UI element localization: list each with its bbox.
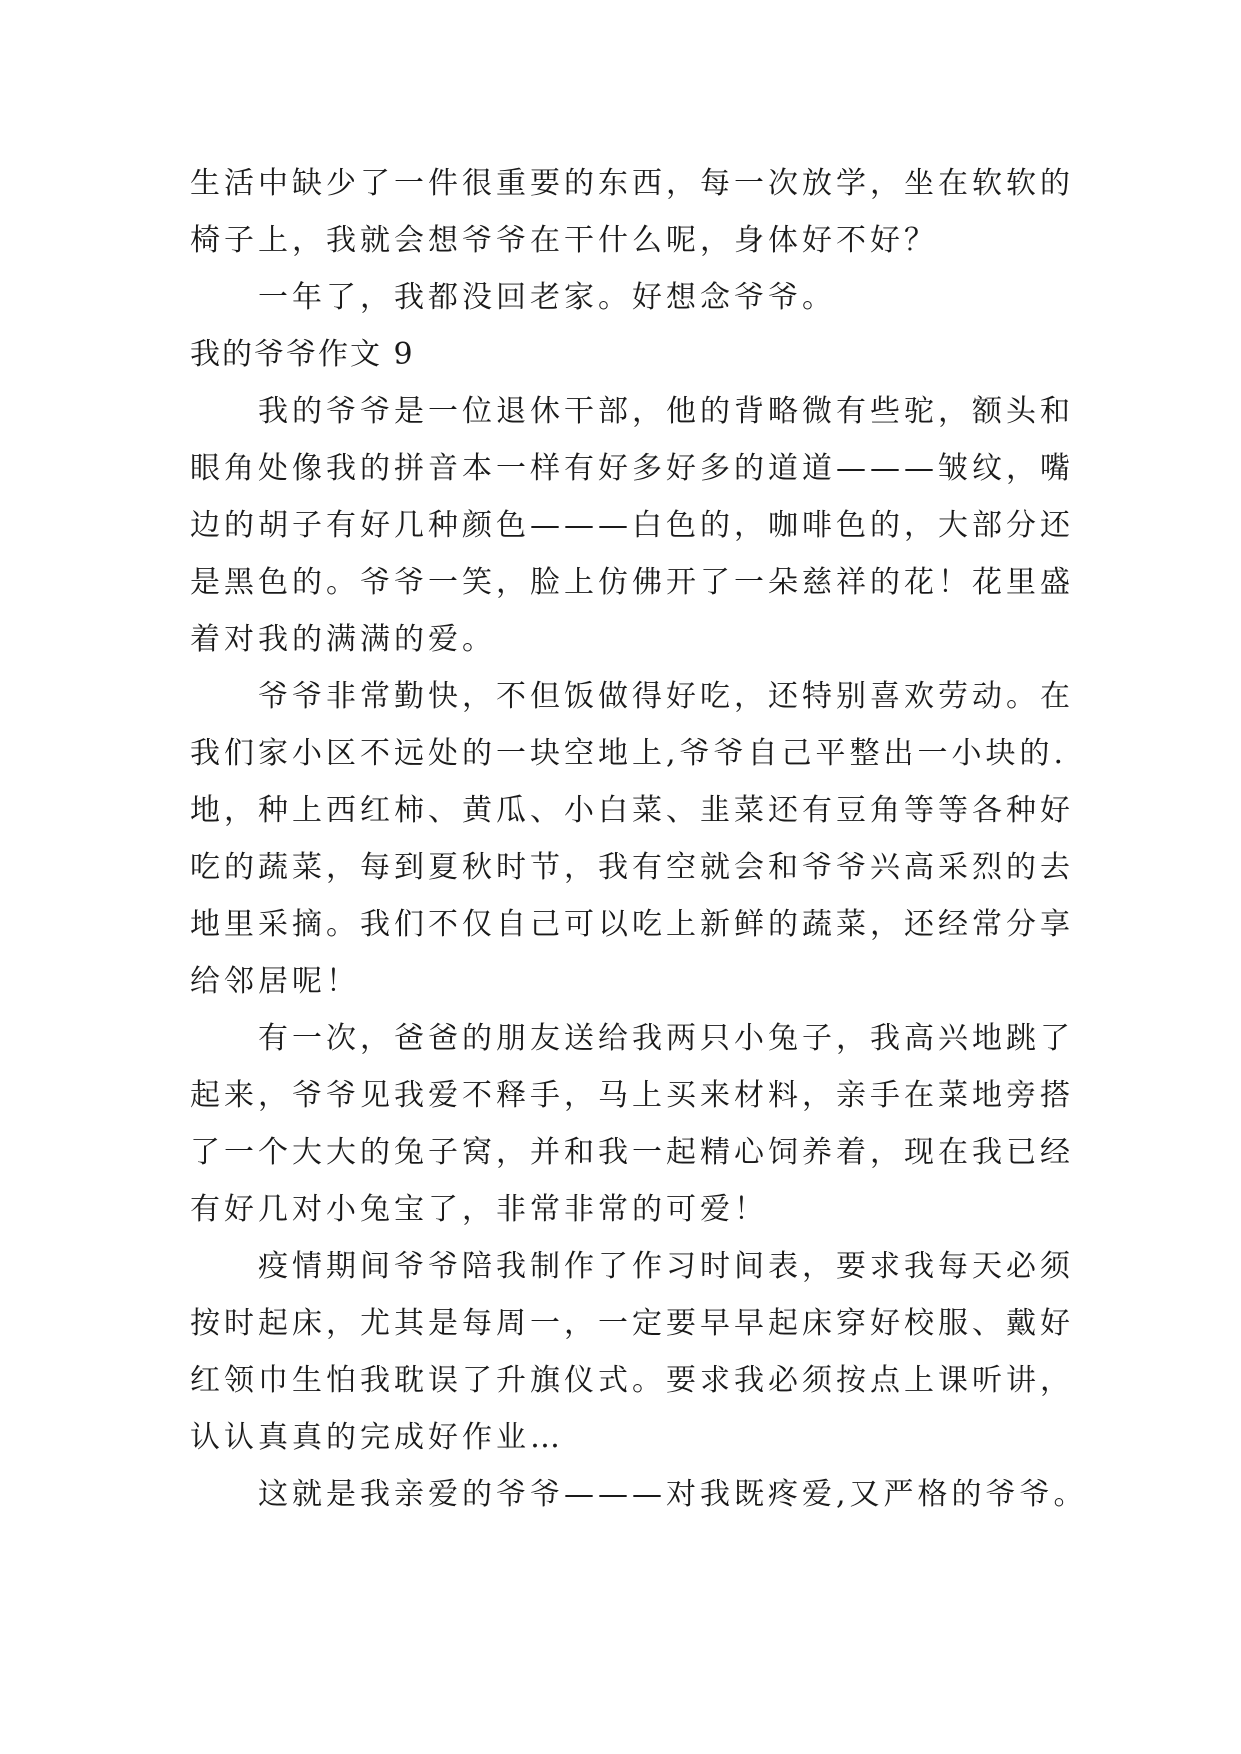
text-line: 着对我的满满的爱。 <box>190 622 496 657</box>
text-line: 是黑色的。爷爷一笑，脸上仿佛开了一朵慈祥的花！花里盛 <box>190 565 1074 600</box>
essay-title: 我的爷爷作文 9 <box>190 337 415 372</box>
text-line: 椅子上，我就会想爷爷在干什么呢，身体好不好？ <box>190 223 938 258</box>
text-line: 边的胡子有好几种颜色———白色的，咖啡色的，大部分还 <box>190 508 1074 543</box>
text-line: 按时起床，尤其是每周一，一定要早早起床穿好校服、戴好 <box>190 1306 1074 1341</box>
text-line: 有好几对小兔宝了，非常非常的可爱！ <box>190 1192 768 1227</box>
paragraph-start: 爷爷非常勤快，不但饭做得好吃，还特别喜欢劳动。在 <box>258 679 1074 714</box>
text-line: 眼角处像我的拼音本一样有好多好多的道道———皱纹，嘴 <box>190 451 1074 486</box>
text-line: 起来，爷爷见我爱不释手，马上买来材料，亲手在菜地旁搭 <box>190 1078 1074 1113</box>
text-line: 我们家小区不远处的一块空地上,爷爷自己平整出一小块的. <box>190 736 1068 771</box>
paragraph-start: 有一次，爸爸的朋友送给我两只小兔子，我高兴地跳了 <box>258 1021 1074 1056</box>
text-line: 红领巾生怕我耽误了升旗仪式。要求我必须按点上课听讲， <box>190 1363 1074 1398</box>
essay-text <box>190 155 1088 1523</box>
paragraph-start: 这就是我亲爱的爷爷———对我既疼爱,又严格的爷爷。 <box>258 1477 1088 1512</box>
paragraph-start: 我的爷爷是一位退休干部，他的背略微有些驼，额头和 <box>258 394 1074 429</box>
text-line: 给邻居呢！ <box>190 964 360 999</box>
text-line: 生活中缺少了一件很重要的东西，每一次放学，坐在软软的 <box>190 166 1074 201</box>
text-line: 地里采摘。我们不仅自己可以吃上新鲜的蔬菜，还经常分享 <box>190 907 1074 942</box>
text-line: 了一个大大的兔子窝，并和我一起精心饲养着，现在我已经 <box>190 1135 1074 1170</box>
paragraph-start: 一年了，我都没回老家。好想念爷爷。 <box>258 280 836 315</box>
paragraph-start: 疫情期间爷爷陪我制作了作习时间表，要求我每天必须 <box>258 1249 1074 1284</box>
text-line: 地，种上西红柿、黄瓜、小白菜、韭菜还有豆角等等各种好 <box>190 793 1074 828</box>
text-line: 认认真真的完成好作业… <box>190 1420 564 1455</box>
text-line: 吃的蔬菜，每到夏秋时节，我有空就会和爷爷兴高采烈的去 <box>190 850 1074 885</box>
